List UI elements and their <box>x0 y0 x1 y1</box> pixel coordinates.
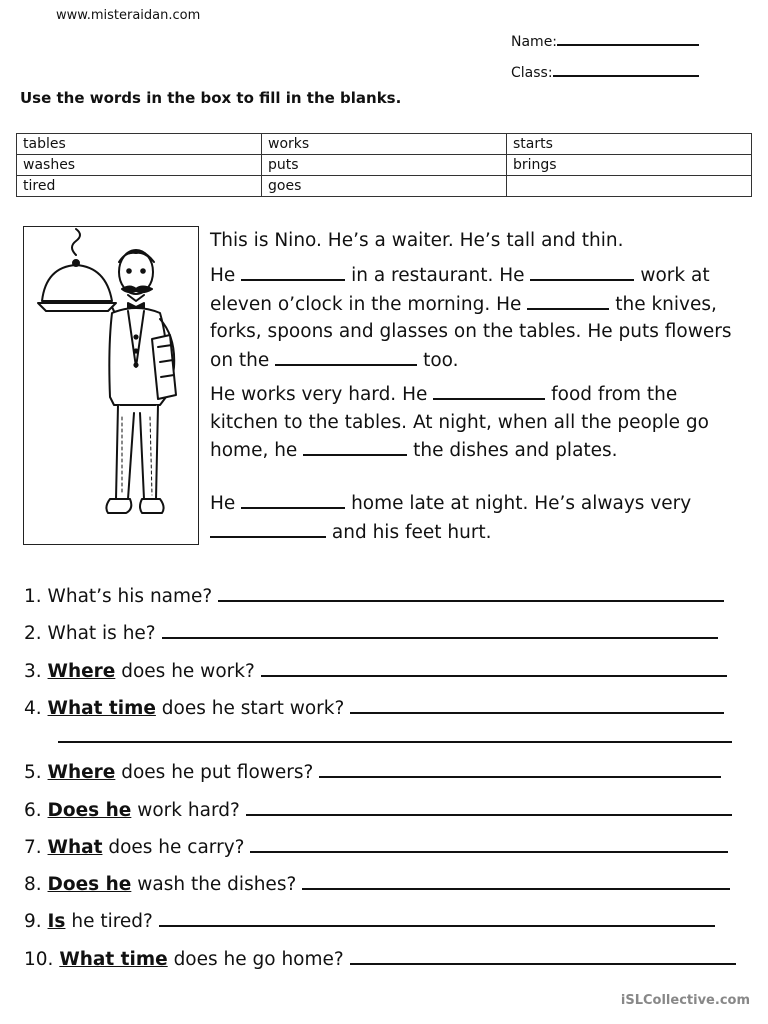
answer-line[interactable] <box>159 909 715 927</box>
story-text: and his feet hurt. <box>331 521 492 543</box>
waiter-illustration-frame <box>23 226 199 545</box>
answer-line[interactable] <box>350 947 736 965</box>
word-cell: tired <box>17 176 262 197</box>
instructions: Use the words in the box to fill in the blanks. <box>20 89 402 107</box>
question-number: 7. <box>24 837 42 858</box>
word-cell: works <box>262 134 507 155</box>
question-keyword: Does he <box>47 874 132 895</box>
answer-line[interactable] <box>250 835 728 853</box>
story-text: food from the kitchen to the tables. At night, when all the people go home, he <box>210 384 709 461</box>
question-7 <box>24 835 728 859</box>
fill-blank[interactable] <box>433 380 545 400</box>
answer-line[interactable] <box>261 659 727 677</box>
question-5 <box>24 760 721 784</box>
question-text: wash the dishes? <box>137 874 297 895</box>
story-paragraph-1: This is Nino. He’s a waiter. He’s tall and thin. <box>210 230 624 251</box>
question-9 <box>24 909 715 933</box>
class-line <box>553 61 699 77</box>
word-cell <box>507 176 752 197</box>
story-text: work at eleven o’clock in the morning. He <box>210 265 710 315</box>
waiter-illustration-icon <box>24 227 198 544</box>
website-url: www.misteraidan.com <box>56 8 201 23</box>
question-number: 4. <box>24 698 42 719</box>
word-cell: goes <box>262 176 507 197</box>
story-text: He works very hard. He <box>210 384 428 405</box>
story-text: in a restaurant. He <box>351 265 525 286</box>
story-text: home late at night. He’s always very <box>351 493 692 514</box>
story-paragraph-3 <box>210 380 750 465</box>
story-text: He <box>210 493 236 514</box>
question-text: What is he? <box>47 623 156 644</box>
answer-line[interactable] <box>246 798 732 816</box>
question-number: 8. <box>24 874 42 895</box>
answer-line[interactable] <box>350 696 724 714</box>
question-text: does he put flowers? <box>121 762 314 783</box>
question-text: does he start work? <box>161 698 345 719</box>
question-4 <box>24 696 724 720</box>
question-keyword: Is <box>47 911 66 932</box>
question-2 <box>24 621 718 645</box>
word-row <box>17 155 752 176</box>
question-keyword: What time <box>47 698 156 719</box>
question-number: 6. <box>24 800 42 821</box>
question-text: does he go home? <box>173 949 344 970</box>
question-text: he tired? <box>71 911 153 932</box>
word-row <box>17 176 752 197</box>
brand-watermark: iSLCollective.com <box>620 993 750 1008</box>
fill-blank[interactable] <box>241 261 345 281</box>
word-box <box>16 133 752 197</box>
question-keyword: Where <box>47 762 116 783</box>
fill-blank[interactable] <box>210 518 326 538</box>
story-text: the knives, forks, spoons and glasses on the tables. He puts flowers on the <box>210 293 732 371</box>
question-keyword: Where <box>47 661 116 682</box>
story-text: too. <box>423 349 459 371</box>
class-field <box>511 61 699 81</box>
question-8 <box>24 872 730 896</box>
word-cell: brings <box>507 155 752 176</box>
question-6 <box>24 798 732 822</box>
word-cell: washes <box>17 155 262 176</box>
story-text: the dishes and plates. <box>413 440 618 461</box>
question-text: work hard? <box>137 800 240 821</box>
word-cell: tables <box>17 134 262 155</box>
name-label: Name: <box>511 34 558 50</box>
question-keyword: Does he <box>47 800 132 821</box>
fill-blank[interactable] <box>530 261 634 281</box>
question-number: 2. <box>24 623 42 644</box>
question-number: 10. <box>24 949 54 970</box>
story-text: He <box>210 265 236 286</box>
word-cell: puts <box>262 155 507 176</box>
story-paragraph-4 <box>210 489 750 546</box>
question-number: 9. <box>24 911 42 932</box>
fill-blank[interactable] <box>527 290 609 310</box>
question-number: 1. <box>24 586 42 607</box>
fill-blank[interactable] <box>275 346 417 366</box>
question-10 <box>24 947 736 971</box>
name-field <box>511 30 699 50</box>
word-cell: starts <box>507 134 752 155</box>
question-3 <box>24 659 727 683</box>
question-number: 5. <box>24 762 42 783</box>
answer-line[interactable] <box>319 760 721 778</box>
answer-line[interactable] <box>162 621 718 639</box>
question-text: does he carry? <box>108 837 245 858</box>
fill-blank[interactable] <box>303 436 407 456</box>
name-line <box>557 30 699 46</box>
question-1 <box>24 584 724 608</box>
class-label: Class: <box>511 65 553 81</box>
question-text: What’s his name? <box>47 586 213 607</box>
fill-blank[interactable] <box>241 489 345 509</box>
question-keyword: What <box>47 837 103 858</box>
answer-line[interactable] <box>218 584 724 602</box>
answer-line[interactable] <box>302 872 730 890</box>
question-number: 3. <box>24 661 42 682</box>
answer-line-extra[interactable] <box>58 727 732 743</box>
question-keyword: What time <box>59 949 168 970</box>
word-row <box>17 134 752 155</box>
story-paragraph-2 <box>210 261 750 374</box>
question-text: does he work? <box>121 661 255 682</box>
